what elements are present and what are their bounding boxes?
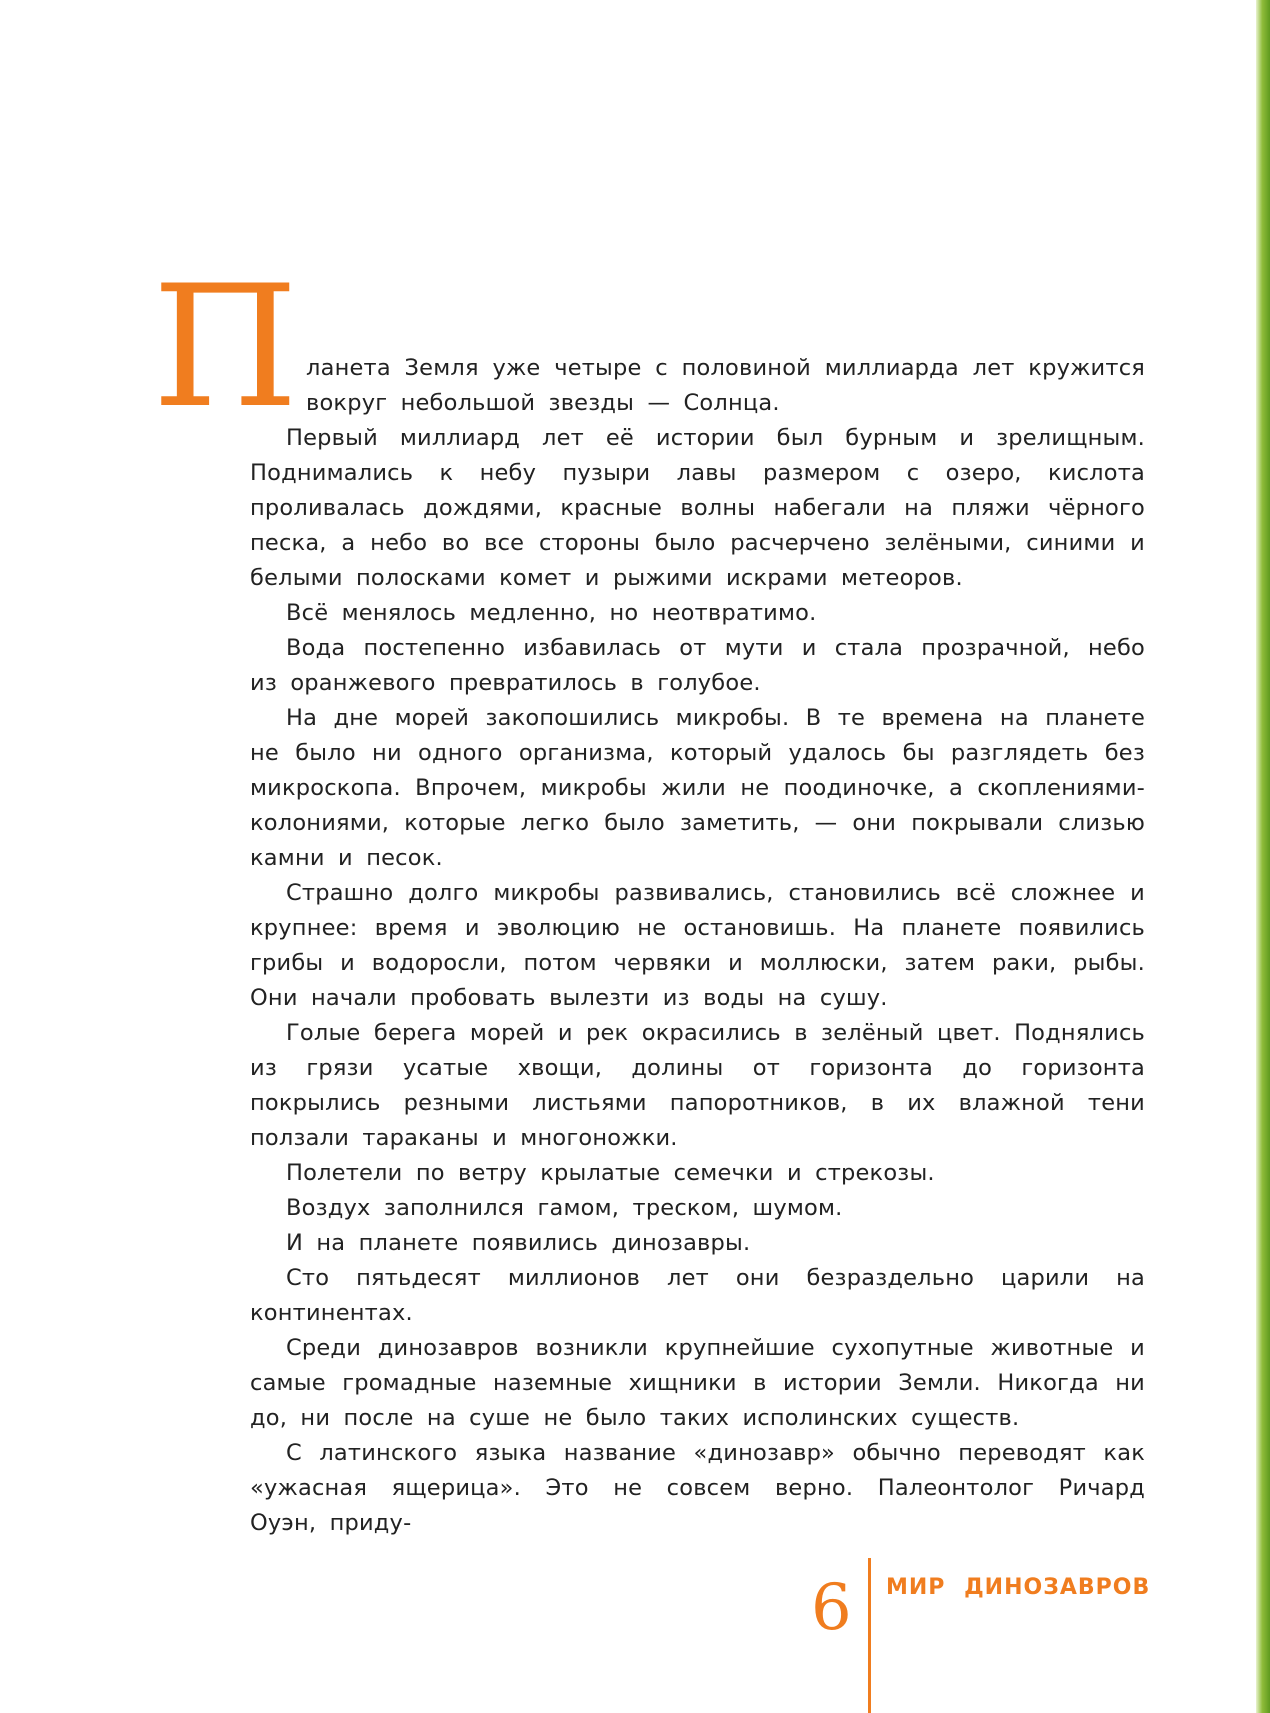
running-title: МИР ДИНОЗАВРОВ [886,1575,1151,1600]
body-text [250,351,1145,1541]
drop-cap: П [152,249,299,445]
paragraph-5: На дне морей закопошились микробы. В те времена на планете не было ни одного организма, который удалось бы разглядеть без микроскопа. Впрочем, микробы жили не поодиночке, а скоплениями-колониями, которые легко было заметить, — они покрывали слизью камни и песок. [250,705,1145,871]
paragraph-6: Страшно долго микробы развивались, становились всё сложнее и крупнее: время и эволюцию не остановишь. На планете появились грибы и водоросли, потом червяки и моллюски, затем раки, рыбы. Они начали пробовать вылезти из воды на сушу. [250,880,1145,1011]
paragraph-7: Голые берега морей и рек окрасились в зелёный цвет. Поднялись из грязи усатые хвощи, долины от горизонта до горизонта покрылись резными листьями папоротников, в их влажной тени ползали тараканы и многоножки. [250,1020,1145,1151]
paragraph-10: И на планете появились динозавры. [286,1230,751,1256]
paragraph-11: Сто пятьдесят миллионов лет они безраздельно царили на континентах. [250,1265,1145,1326]
paragraph-4: Вода постепенно избавилась от мути и стала прозрачной, небо из оранжевого превратилось в голубое. [250,635,1145,696]
paragraph-9: Воздух заполнился гамом, треском, шумом. [286,1195,843,1221]
green-page-edge [1256,0,1270,1713]
page-number: 6 [811,1571,852,1645]
paragraph-1: ланета Земля уже четыре с половиной миллиарда лет кружится вокруг небольшой звезды — Солнца. [306,355,1145,416]
paragraph-2: Первый миллиард лет её истории был бурным и зрелищным. Поднимались к небу пузыри лавы размером с озеро, кислота проливалась дождями, красные волны набегали на пляжи чёрного песка, а небо во все стороны было расчерчено зелёными, синими и белыми полосками комет и рыжими искрами метеоров. [250,425,1145,591]
footer-divider [868,1558,871,1713]
paragraph-13: С латинского языка название «динозавр» обычно переводят как «ужасная ящерица». Это не совсем верно. Палеонтолог Ричард Оуэн, приду- [250,1440,1145,1536]
paragraph-12: Среди динозавров возникли крупнейшие сухопутные животные и самые громадные наземные хищники в истории Земли. Никогда ни до, ни после на суше не было таких исполинских существ. [250,1335,1145,1431]
paragraph-8: Полетели по ветру крылатые семечки и стрекозы. [286,1160,935,1186]
paragraph-3: Всё менялось медленно, но неотвратимо. [286,600,817,626]
